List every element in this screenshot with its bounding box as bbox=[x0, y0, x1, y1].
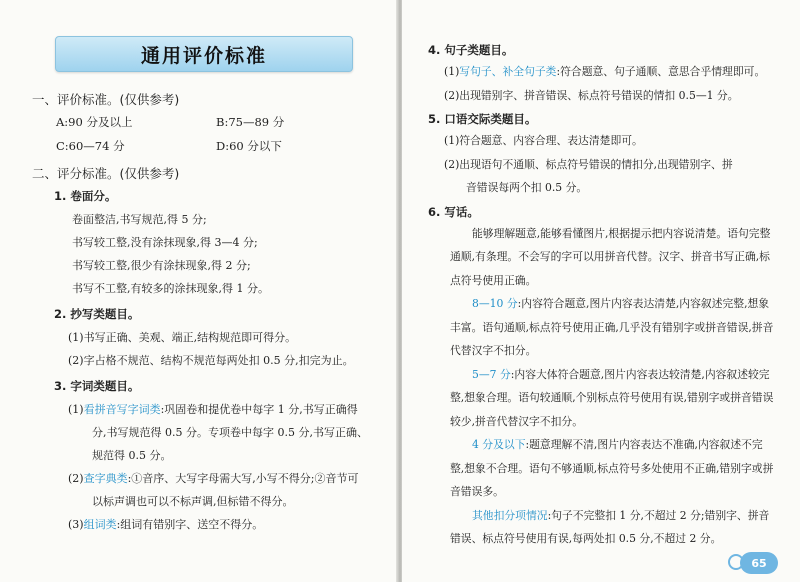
highlight-term: 写句子、补全句子类 bbox=[459, 65, 557, 78]
subheading-copying: 2. 抄写类题目。 bbox=[54, 307, 140, 321]
grade-d: D:60 分以下 bbox=[216, 139, 282, 153]
left-page bbox=[0, 0, 398, 582]
words-item-2: (2)查字典类:①音序、大写字母需大写,小写不得分;②音节可 bbox=[68, 472, 359, 485]
highlight-term: 5—7 分 bbox=[472, 367, 511, 381]
highlight-term: 看拼音写字词类 bbox=[83, 403, 161, 416]
grade-c: C:60—74 分 bbox=[56, 139, 125, 153]
handwriting-line: 书写较工整,没有涂抹现象,得 3—4 分; bbox=[72, 236, 258, 249]
words-item-1-cont: 规范得 0.5 分。 bbox=[92, 449, 172, 462]
subheading-words: 3. 字词类题目。 bbox=[54, 379, 140, 393]
page-title: 通用评价标准 bbox=[55, 36, 353, 72]
grade-list bbox=[32, 114, 376, 154]
subheading-handwriting: 1. 卷面分。 bbox=[54, 189, 117, 203]
page-number: 65 bbox=[740, 552, 778, 574]
subheading-sentences: 4. 句子类题目。 bbox=[428, 43, 514, 57]
highlight-term: 8—10 分 bbox=[472, 297, 518, 310]
words-item-3: (3)组词类:组词有错别字、送空不得分。 bbox=[68, 518, 264, 531]
handwriting-line: 卷面整洁,书写规范,得 5 分; bbox=[72, 213, 207, 226]
writing-intro: 能够理解题意,能够看懂图片,根据提示把内容说清楚。语句完整通顺,有条理。不会写的字可以用拼音代替。汉字、拼音书写正确,标点符号使用正确。 bbox=[450, 226, 771, 287]
copying-line: (1)书写正确、美观、端正,结构规范即可得分。 bbox=[68, 331, 297, 344]
oral-item-2: (2)出现语句不通顺、标点符号错误的情扣分,出现错别字、拼 bbox=[444, 157, 733, 171]
section-heading-scoring: 二、评分标准。(仅供参考) bbox=[32, 166, 180, 181]
writing-band-1: 8—10 分:内容符合题意,图片内容表达清楚,内容叙述完整,想象丰富。语句通顺,标点符号使用正确,几乎没有错别字或拼音错误,拼音代替汉字不扣分。 bbox=[450, 297, 774, 357]
highlight-term: 4 分及以下 bbox=[472, 438, 526, 451]
writing-band-4: 其他扣分项情况:句子不完整扣 1 分,不超过 2 分;错别字、拼音错误、标点符号使用有误,每两处扣 0.5 分,不超过 2 分。 bbox=[450, 508, 770, 545]
subheading-oral: 5. 口语交际类题目。 bbox=[428, 112, 537, 126]
oral-item-1: (1)符合题意、内容合理、表达清楚即可。 bbox=[444, 134, 643, 147]
words-item-1: (1)看拼音写字词类:巩固卷和提优卷中每字 1 分,书写正确得 bbox=[68, 403, 358, 416]
right-page bbox=[402, 0, 800, 582]
highlight-term: 组词类 bbox=[83, 518, 117, 531]
oral-item-2-cont: 音错误每两个扣 0.5 分。 bbox=[466, 181, 588, 194]
writing-band-3: 4 分及以下:题意理解不清,图片内容表达不准确,内容叙述不完整,想象不合理。语句不够通顺,标点符号多处使用不正确,错别字或拼音错误多。 bbox=[450, 438, 774, 498]
words-item-1-cont: 分,书写规范得 0.5 分。专项卷中每字 0.5 分,书写正确、 bbox=[92, 426, 368, 439]
grade-a: A:90 分及以上 bbox=[56, 115, 133, 129]
handwriting-line: 书写不工整,有较多的涂抹现象,得 1 分。 bbox=[72, 282, 269, 295]
highlight-term: 其他扣分项情况 bbox=[472, 508, 548, 522]
section-heading-evaluation: 一、评价标准。(仅供参考) bbox=[32, 92, 180, 107]
writing-band-2: 5—7 分:内容大体符合题意,图片内容表达较清楚,内容叙述较完整,想象合理。语句较通顺,个别标点符号使用有误,错别字或拼音错误较少,拼音代替汉字不扣分。 bbox=[450, 367, 774, 428]
copying-line: (2)字占格不规范、结构不规范每两处扣 0.5 分,扣完为止。 bbox=[68, 354, 354, 367]
words-item-2-cont: 以标声调也可以不标声调,但标错不得分。 bbox=[92, 495, 294, 508]
subheading-writing: 6. 写话。 bbox=[428, 204, 479, 219]
highlight-term: 查字典类 bbox=[83, 472, 128, 485]
grade-b: B:75—89 分 bbox=[216, 115, 285, 129]
handwriting-line: 书写较工整,很少有涂抹现象,得 2 分; bbox=[72, 259, 251, 272]
sentences-item-1: (1)写句子、补全句子类:符合题意、句子通顺、意思合乎情理即可。 bbox=[444, 65, 766, 78]
sentences-item-2: (2)出现错别字、拼音错误、标点符号错误的情扣 0.5—1 分。 bbox=[444, 88, 739, 102]
